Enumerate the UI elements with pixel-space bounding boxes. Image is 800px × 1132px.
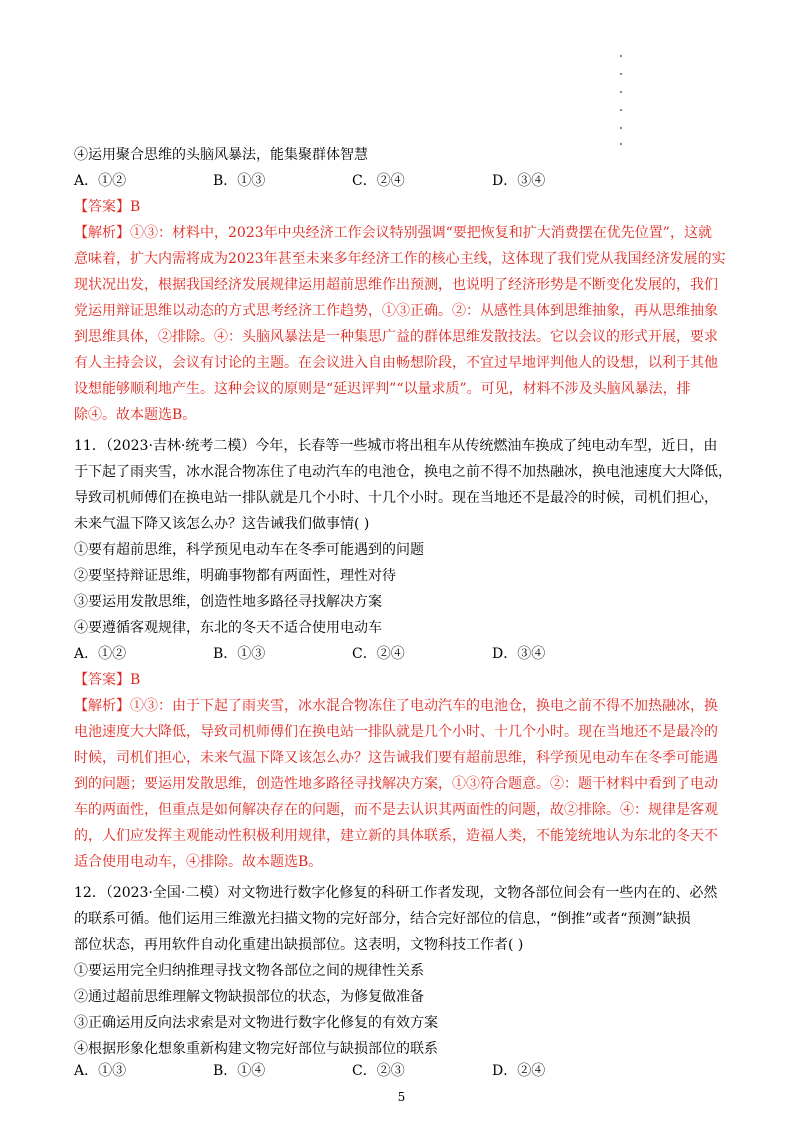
choice-a: A．①③ (74, 1063, 127, 1079)
prev-analysis-line: 除④。故本题选B。 (74, 407, 197, 423)
prev-analysis-line: 有人主持会议，会议有讨论的主题。在会议进入自由畅想阶段，不宜过早地评判他人的设想，以利于其他 (74, 355, 718, 371)
prev-option-4: ④运用聚合思维的头脑风暴法，能集聚群体智慧 (74, 147, 368, 163)
document-page (74, 0, 732, 1132)
q12-stem-line: 部位状态，再用软件自动化重建出缺损部位。这表明，文物科技工作者( ) (74, 937, 524, 953)
q11-stem-line: 未来气温下降又该怎么办？这告诫我们做事情( ) (74, 516, 370, 532)
prev-choices (74, 172, 729, 190)
q11-choices (74, 645, 729, 663)
q11-answer: 【答案】B (74, 672, 141, 688)
q12-stem-line: 的联系可循。他们运用三维激光扫描文物的完好部分，结合完好部位的信息，“倒推”或者“预测”缺损 (74, 911, 691, 927)
choice-a: A．①② (74, 646, 127, 662)
prev-analysis-line: 设想能够顺利地产生。这种会议的原则是“延迟评判”“以量求质”。可见，材料不涉及头脑风暴法，排 (74, 381, 691, 397)
choice-b: B．①③ (213, 646, 266, 662)
prev-analysis-line: 【解析】①③：材料中，2023年中央经济工作会议特别强调“要把恢复和扩大消费摆在优先位置”，这就 (74, 225, 712, 241)
prev-analysis-line: 意味着，扩大内需将成为2023年甚至未来多年经济工作的核心主线，这体现了我们党从我国经济发展的实 (74, 251, 726, 267)
q11-option-3: ③要运用发散思维，创造性地多路径寻找解决方案 (74, 594, 382, 610)
q11-analysis-line: 适合使用电动车，④排除。故本题选B。 (74, 854, 323, 870)
choice-d: D．③④ (492, 646, 546, 662)
q11-analysis-line: 的，人们应发挥主观能动性积极利用规律，建立新的具体联系，造福人类，不能笼统地认为东北的冬天不 (74, 828, 718, 844)
q12-option-2: ②通过超前思维理解文物缺损部位的状态，为修复做准备 (74, 989, 424, 1005)
q11-stem-line: 11．（2023·吉林·统考二模）今年，长春等一些城市将出租车从传统燃油车换成了纯电动车型，近日，由 (74, 438, 718, 454)
q12-stem-line: 12．（2023·全国·二模）对文物进行数字化修复的科研工作者发现，文物各部位间会有一些内在的、必然 (74, 885, 718, 901)
q11-analysis-line: 时候，司机们担心，未来气温下降又该怎么办？这告诫我们要有超前思维，科学预见电动车在冬季可能遇 (74, 750, 718, 766)
choice-c: C．②③ (352, 1063, 405, 1079)
q11-stem-line: 于下起了雨夹雪，冰水混合物冻住了电动汽车的电池仓，换电之前不得不加热融冰，换电池速度大大降低， (74, 464, 732, 480)
q12-option-3: ③正确运用反向法求索是对文物进行数字化修复的有效方案 (74, 1015, 438, 1031)
choice-d: D．②④ (492, 1063, 546, 1079)
choice-d: D．③④ (492, 173, 546, 189)
q12-option-4: ④根据形象化想象重新构建文物完好部位与缺损部位的联系 (74, 1041, 438, 1057)
q11-analysis-line: 车的两面性，但重点是如何解决存在的问题，而不是去认识其两面性的问题，故②排除。④：规律是客观 (74, 802, 718, 818)
q11-analysis-line: 电池速度大大降低，导致司机师傅们在换电站一排队就是几个小时、十几个小时。现在当地还不是最冷的 (74, 724, 718, 740)
choice-b: B．①④ (213, 1063, 266, 1079)
choice-a: A．①② (74, 173, 127, 189)
margin-dots (620, 55, 624, 145)
q12-choices (74, 1062, 729, 1080)
q11-option-2: ②要坚持辩证思维，明确事物都有两面性，理性对待 (74, 568, 396, 584)
q11-stem-line: 导致司机师傅们在换电站一排队就是几个小时、十几个小时。现在当地还不是最冷的时候，司机们担心， (74, 490, 718, 506)
q11-analysis-line: 到的问题；要运用发散思维，创造性地多路径寻找解决方案，①③符合题意。②：题干材料中看到了电动 (74, 776, 718, 792)
choice-c: C．②④ (352, 173, 405, 189)
prev-answer: 【答案】B (74, 199, 141, 215)
q11-option-1: ①要有超前思维，科学预见电动车在冬季可能遇到的问题 (74, 542, 424, 558)
page-number: 5 (397, 1090, 406, 1104)
prev-analysis-line: 现状况出发，根据我国经济发展规律运用超前思维作出预测，也说明了经济形势是不断变化发展的，我们 (74, 277, 718, 293)
q11-analysis-line: 【解析】①③：由于下起了雨夹雪，冰水混合物冻住了电动汽车的电池仓，换电之前不得不加热融冰，换 (74, 698, 718, 714)
prev-analysis-line: 到思维具体，②排除。④：头脑风暴法是一种集思广益的群体思维发散技法。它以会议的形式开展，要求 (74, 329, 718, 345)
q12-option-1: ①要运用完全归纳推理寻找文物各部位之间的规律性关系 (74, 963, 424, 979)
choice-c: C．②④ (352, 646, 405, 662)
choice-b: B．①③ (213, 173, 266, 189)
prev-analysis-line: 党运用辩证思维以动态的方式思考经济工作趋势，①③正确。②：从感性具体到思维抽象，再从思维抽象 (74, 303, 718, 319)
q11-option-4: ④要遵循客观规律，东北的冬天不适合使用电动车 (74, 620, 382, 636)
